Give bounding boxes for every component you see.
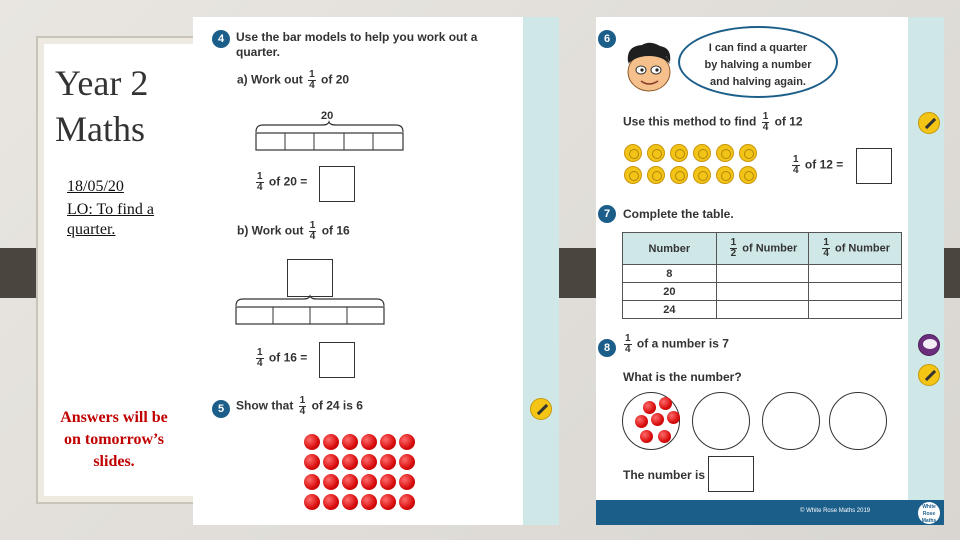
question-4b-total-box[interactable] bbox=[287, 259, 333, 297]
yellow-counter bbox=[670, 144, 688, 162]
red-counter bbox=[635, 415, 648, 428]
brain-icon bbox=[918, 334, 940, 356]
quarter-answer-cell[interactable] bbox=[809, 265, 902, 283]
question-6-answer-label: $\frac{1}{4}$ of 12 = bbox=[793, 154, 844, 176]
red-counter bbox=[361, 474, 377, 490]
red-counter bbox=[399, 434, 415, 450]
half-answer-cell[interactable] bbox=[716, 283, 809, 301]
header-quarter: $\frac{1}{4}$ of Number bbox=[809, 233, 902, 265]
table-header-row bbox=[623, 233, 902, 265]
red-counter bbox=[304, 474, 320, 490]
question-8-prompt: $\frac{1}{4}$ of a number is 7 bbox=[625, 333, 729, 355]
question-8-answer-label: The number is bbox=[623, 468, 706, 482]
red-counter bbox=[304, 494, 320, 510]
counter-circle-4[interactable] bbox=[829, 392, 887, 450]
footer-copyright: © White Rose Maths 2019 bbox=[800, 508, 871, 514]
part-a-label: a) bbox=[237, 72, 248, 87]
yellow-counter bbox=[624, 166, 642, 184]
part-b-answer-fraction: $\frac{1}{4}$ bbox=[257, 347, 263, 369]
yellow-counter bbox=[716, 144, 734, 162]
question-6-answer-fraction: $\frac{1}{4}$ bbox=[793, 154, 799, 176]
yellow-counter bbox=[716, 166, 734, 184]
red-counter bbox=[323, 494, 339, 510]
red-counter bbox=[361, 434, 377, 450]
red-counter bbox=[342, 474, 358, 490]
red-counter bbox=[304, 454, 320, 470]
header-number: Number bbox=[623, 233, 717, 265]
red-counter bbox=[304, 434, 320, 450]
yellow-counter bbox=[693, 166, 711, 184]
question-6-number: 6 bbox=[598, 30, 616, 48]
table-row bbox=[623, 283, 902, 301]
yellow-counter bbox=[624, 144, 642, 162]
yellow-counter bbox=[739, 144, 757, 162]
row-number: 24 bbox=[623, 301, 717, 319]
bar-model-total: 20 bbox=[321, 110, 334, 122]
half-answer-cell[interactable] bbox=[716, 265, 809, 283]
question-4b-prompt bbox=[237, 221, 350, 242]
counter-circle-2[interactable] bbox=[692, 392, 750, 450]
question-4b-answer-box[interactable] bbox=[319, 342, 355, 378]
question-8-answer-box[interactable] bbox=[708, 456, 754, 492]
pencil-icon-q8 bbox=[918, 364, 940, 386]
speech-bubble: I can find a quarter by halving a number and halving again. bbox=[678, 26, 838, 98]
red-counter bbox=[361, 494, 377, 510]
page-margin-left bbox=[523, 17, 559, 525]
question-8-fraction: $\frac{1}{4}$ bbox=[625, 333, 631, 355]
red-counter bbox=[658, 430, 671, 443]
pencil-icon bbox=[530, 398, 552, 420]
lesson-date: 18/05/20 bbox=[67, 178, 124, 195]
part-b-label: b) bbox=[237, 223, 249, 238]
red-counter bbox=[380, 434, 396, 450]
red-counter bbox=[342, 454, 358, 470]
white-rose-logo: White Rose Maths bbox=[918, 502, 940, 524]
question-4b-answer-label: $\frac{1}{4}$ of 16 = bbox=[257, 347, 308, 369]
boy-face-icon bbox=[622, 42, 676, 94]
part-b-fraction: $\frac{1}{4}$ bbox=[309, 220, 316, 242]
yellow-counter bbox=[693, 144, 711, 162]
question-5-fraction: $\frac{1}{4}$ bbox=[299, 395, 306, 417]
red-counter bbox=[323, 474, 339, 490]
bar-model-b bbox=[235, 296, 387, 326]
quarter-answer-cell[interactable] bbox=[809, 283, 902, 301]
red-counter bbox=[667, 411, 680, 424]
red-counter bbox=[342, 494, 358, 510]
part-b-suffix: of 16 bbox=[321, 223, 350, 238]
part-a-answer-fraction: $\frac{1}{4}$ bbox=[257, 171, 263, 193]
answers-note: Answers will be on tomorrow’s slides. bbox=[60, 409, 168, 470]
worksheet-page-left bbox=[193, 17, 523, 525]
half-answer-cell[interactable] bbox=[716, 301, 809, 319]
header-half: $\frac{1}{2}$ of Number bbox=[716, 233, 809, 265]
part-a-suffix: of 20 bbox=[321, 72, 350, 87]
page-footer bbox=[596, 500, 944, 525]
red-counter bbox=[342, 434, 358, 450]
yellow-counter bbox=[647, 166, 665, 184]
part-a-text: Work out bbox=[251, 72, 303, 87]
bar-model-a bbox=[255, 122, 405, 152]
red-counter bbox=[399, 454, 415, 470]
yellow-counter bbox=[670, 166, 688, 184]
red-counter bbox=[380, 474, 396, 490]
red-counter bbox=[399, 494, 415, 510]
row-number: 20 bbox=[623, 283, 717, 301]
question-4a-answer-label: $\frac{1}{4}$ of 20 = bbox=[257, 171, 308, 193]
question-5-number: 5 bbox=[212, 400, 230, 418]
red-counter bbox=[380, 494, 396, 510]
question-5-prompt: Show that $\frac{1}{4}$ of 24 is 6 bbox=[236, 395, 363, 417]
learning-objective: LO: To find a quarter. bbox=[67, 201, 155, 238]
question-6-answer-box[interactable] bbox=[856, 148, 892, 184]
red-counter bbox=[651, 413, 664, 426]
red-counter bbox=[643, 401, 656, 414]
question-6-instruction: Use this method to find $\frac{1}{4}$ of 12 bbox=[623, 111, 803, 133]
question-4-instruction: Use the bar models to help you work out a quarter. bbox=[236, 30, 478, 59]
counter-circle-3[interactable] bbox=[762, 392, 820, 450]
page-margin-right bbox=[908, 17, 944, 525]
question-8-number: 8 bbox=[598, 339, 616, 357]
pencil-icon-q6 bbox=[918, 112, 940, 134]
red-counter bbox=[659, 397, 672, 410]
part-a-fraction: $\frac{1}{4}$ bbox=[309, 69, 315, 91]
part-b-text: Work out bbox=[251, 223, 304, 238]
yellow-counter bbox=[647, 144, 665, 162]
red-counter bbox=[361, 454, 377, 470]
table-row bbox=[623, 265, 902, 283]
row-number: 8 bbox=[623, 265, 717, 283]
title-line-1: Year 2 bbox=[55, 63, 149, 103]
red-counter bbox=[323, 434, 339, 450]
halves-quarters-table bbox=[622, 232, 902, 319]
table-row bbox=[623, 301, 902, 319]
red-counter bbox=[399, 474, 415, 490]
red-counter bbox=[323, 454, 339, 470]
question-4a-prompt bbox=[237, 70, 349, 91]
title-line-2: Maths bbox=[55, 109, 145, 149]
question-7-instruction: Complete the table. bbox=[623, 207, 734, 221]
slide-title bbox=[55, 60, 195, 152]
yellow-counter bbox=[739, 166, 757, 184]
question-6-fraction: $\frac{1}{4}$ bbox=[762, 111, 769, 133]
question-7-number: 7 bbox=[598, 205, 616, 223]
quarter-answer-cell[interactable] bbox=[809, 301, 902, 319]
question-8-question: What is the number? bbox=[623, 370, 742, 384]
question-4a-answer-box[interactable] bbox=[319, 166, 355, 202]
red-counter bbox=[380, 454, 396, 470]
question-4-number: 4 bbox=[212, 30, 230, 48]
red-counter bbox=[640, 430, 653, 443]
